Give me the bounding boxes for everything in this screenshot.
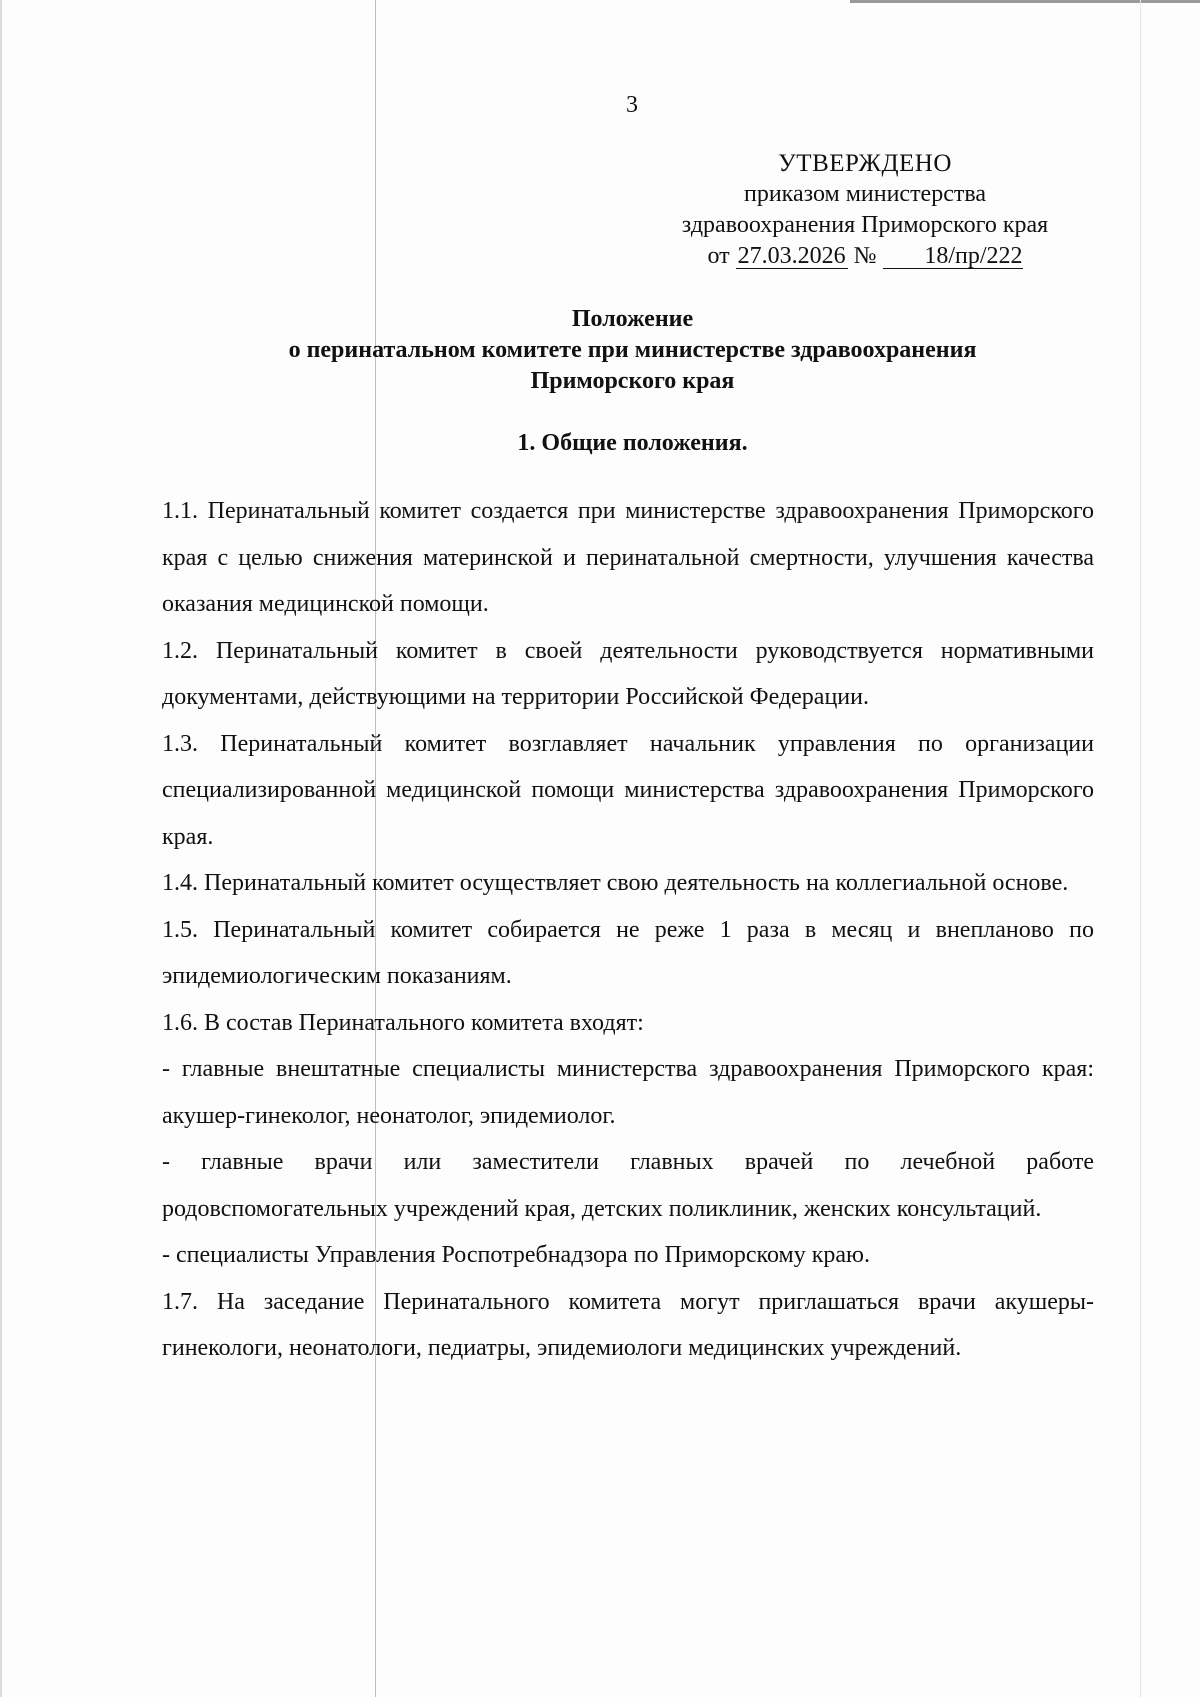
approval-line-1: приказом министерства — [743, 181, 987, 207]
approval-stamp-block — [640, 148, 1090, 272]
paragraph-1-6: 1.6. В состав Перинатального комитета входят: — [162, 1009, 644, 1036]
approval-line-2: здравоохранения Приморского края — [681, 212, 1049, 238]
date-prefix: от — [707, 243, 730, 269]
list-item-rospotrebnadzor: - специалисты Управления Роспотребнадзора по Приморскому краю. — [162, 1242, 870, 1268]
approval-date-line — [640, 241, 1090, 272]
number-sign: № — [853, 243, 877, 269]
paragraph-1-7: 1.7. На заседание Перинатального комитета могут приглашаться врачи акушеры-гинекологи, неонатологи, педиатры, эпидемиологи медицинских учреждений. — [162, 1288, 1094, 1361]
approval-date: 27.03.2026 — [737, 243, 846, 269]
document-title-line-2: о перинатальном комитете при министерстве здравоохранения — [288, 337, 977, 363]
list-item-chief-doctors: - главные врачи или заместители главных врачей по лечебной работе родовспомогательных учреждений края, детских поликлиник, женских консультаций. — [162, 1149, 1094, 1222]
scan-artifact-line-faint — [1140, 0, 1141, 1697]
paragraph-1-3: 1.3. Перинатальный комитет возглавляет начальник управления по организации специализированной медицинской помощи министерства здравоохранения Приморского края. — [162, 730, 1094, 850]
paragraph-1-1: 1.1. Перинатальный комитет создается при министерстве здравоохранения Приморского края с целью снижения материнской и перинатальной смертности, улучшения качества оказания медицинской помощи. — [162, 498, 1094, 617]
scan-edge-left — [0, 0, 2, 1697]
section-title: 1. Общие положения. — [517, 430, 748, 456]
list-item-specialists: - главные внештатные специалисты министерства здравоохранения Приморского края: акушер-гинеколог, неонатолог, эпидемиолог. — [162, 1056, 1094, 1129]
approval-number: 18/пр/222 — [883, 244, 1023, 269]
document-body — [162, 488, 1094, 1372]
page-number: 3 — [626, 92, 638, 118]
paragraph-1-5: 1.5. Перинатальный комитет собирается не реже 1 раза в месяц и внепланово по эпидемиологическим показаниям. — [162, 916, 1094, 989]
document-title — [160, 304, 1105, 397]
document-title-line-3: Приморского края — [530, 368, 735, 394]
document-title-line-1: Положение — [571, 306, 694, 332]
paragraph-1-4: 1.4. Перинатальный комитет осуществляет свою деятельность на коллегиальной основе. — [162, 870, 1069, 896]
scan-edge-top — [850, 0, 1200, 3]
paragraph-1-2: 1.2. Перинатальный комитет в своей деятельности руководствуется нормативными документами, действующими на территории Российской Федерации. — [162, 637, 1094, 710]
approval-title: УТВЕРЖДЕНО — [778, 150, 952, 177]
